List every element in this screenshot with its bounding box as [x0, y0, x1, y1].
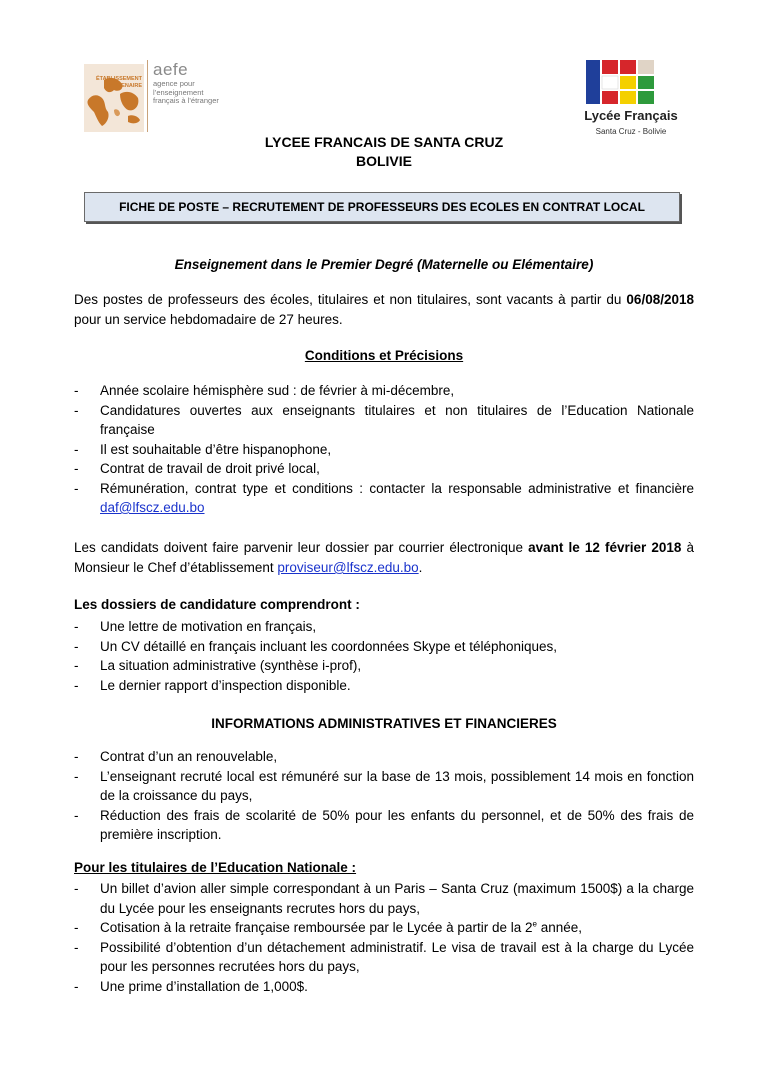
school-country: BOLIVIE [355, 153, 412, 169]
dossier-list [74, 617, 694, 695]
conditions-heading: Conditions et Précisions [304, 348, 464, 363]
list-item: - Candidatures ouvertes aux enseignants titulaires et non titulaires de l’Education Nationale française [74, 401, 694, 440]
aefe-logo [84, 56, 224, 136]
deadline-text-after: à Monsieur le Chef d’établissement [74, 540, 694, 575]
list-item: - Possibilité d’obtention d’un détachement administratif. Le visa de travail est à la charge du Lycée pour les personnes recrutées hors du pays, [74, 938, 694, 977]
retraite-superscript: e [532, 919, 537, 929]
list-item: - Il est souhaitable d’être hispanophone, [74, 440, 694, 460]
intro-paragraph [74, 290, 694, 330]
retraite-text-before: Cotisation à la retraite française remboursée par le Lycée à partir de la 2 [100, 920, 533, 935]
teaching-subtitle: Enseignement dans le Premier Degré (Maternelle ou Elémentaire) [174, 257, 594, 272]
aefe-separator [147, 60, 148, 132]
deadline-date: avant le 12 février 2018 [528, 540, 682, 555]
list-item: - Une prime d’installation de 1,000$. [74, 977, 694, 997]
lycee-flag-icon [584, 58, 656, 108]
list-item: - Année scolaire hémisphère sud : de février à mi-décembre, [74, 381, 694, 401]
list-item: - L’enseignant recruté local est rémunéré sur la base de 13 mois, possiblement 14 mois en fonction de la croissance du pays, [74, 767, 694, 806]
lycee-logo-name: Lycée Français [584, 108, 678, 123]
deadline-end: . [418, 560, 423, 575]
intro-date: 06/08/2018 [626, 292, 694, 307]
aefe-partner-tag: ÉTABLISSEMENT PARTENAIRE [95, 76, 142, 89]
list-item: - Contrat de travail de droit privé local, [74, 459, 694, 479]
titulaires-list [74, 879, 694, 996]
admin-heading: INFORMATIONS ADMINISTRATIVES ET FINANCIERES [211, 716, 557, 731]
deadline-text-before: Les candidats doivent faire parvenir leur dossier par courrier électronique [74, 540, 529, 555]
retraite-text-after: année, [536, 920, 582, 935]
dossier-heading: Les dossiers de candidature comprendront : [74, 597, 360, 612]
aefe-subtitle: agence pour l’enseignement français à l’étranger [153, 79, 219, 105]
list-item [74, 479, 694, 518]
list-item: - Un billet d’avion aller simple correspondant à un Paris – Santa Cruz (maximum 1500$) a la charge du Lycée pour les enseignants recrutes hors du pays, [74, 879, 694, 918]
list-item: - Une lettre de motivation en français, [74, 617, 694, 637]
intro-text-after: pour un service hebdomadaire de 27 heures. [74, 312, 343, 327]
lycee-francais-logo [574, 58, 688, 144]
school-name: LYCEE FRANCAIS DE SANTA CRUZ [264, 134, 504, 150]
aefe-wordmark: aefe [153, 60, 189, 79]
intro-text-before: Des postes de professeurs des écoles, titulaires et non titulaires, sont vacants à partir du [74, 292, 627, 307]
admin-list [74, 747, 694, 845]
list-item: - Le dernier rapport d’inspection disponible. [74, 676, 694, 696]
titulaires-heading: Pour les titulaires de l’Education Nationale : [74, 860, 357, 875]
deadline-paragraph [74, 538, 694, 578]
world-map-icon [84, 64, 144, 132]
school-heading [0, 133, 768, 171]
list-item [74, 918, 694, 938]
daf-email-link[interactable]: daf@lfscz.edu.bo [100, 500, 205, 515]
job-posting-banner: FICHE DE POSTE – RECRUTEMENT DE PROFESSEURS DES ECOLES EN CONTRAT LOCAL [84, 192, 680, 222]
list-item: - La situation administrative (synthèse i-prof), [74, 656, 694, 676]
remuneration-text: Rémunération, contrat type et conditions : contacter la responsable administrative et financière [100, 480, 694, 496]
lycee-logo-city: Santa Cruz - Bolivie [595, 127, 667, 136]
proviseur-email-link[interactable]: proviseur@lfscz.edu.bo [277, 560, 419, 575]
list-item: - Contrat d’un an renouvelable, [74, 747, 694, 767]
conditions-list [74, 381, 694, 518]
list-item: - Réduction des frais de scolarité de 50% pour les enfants du personnel, et de 50% des frais de première inscription. [74, 806, 694, 845]
list-item: - Un CV détaillé en français incluant les coordonnées Skype et téléphoniques, [74, 637, 694, 657]
